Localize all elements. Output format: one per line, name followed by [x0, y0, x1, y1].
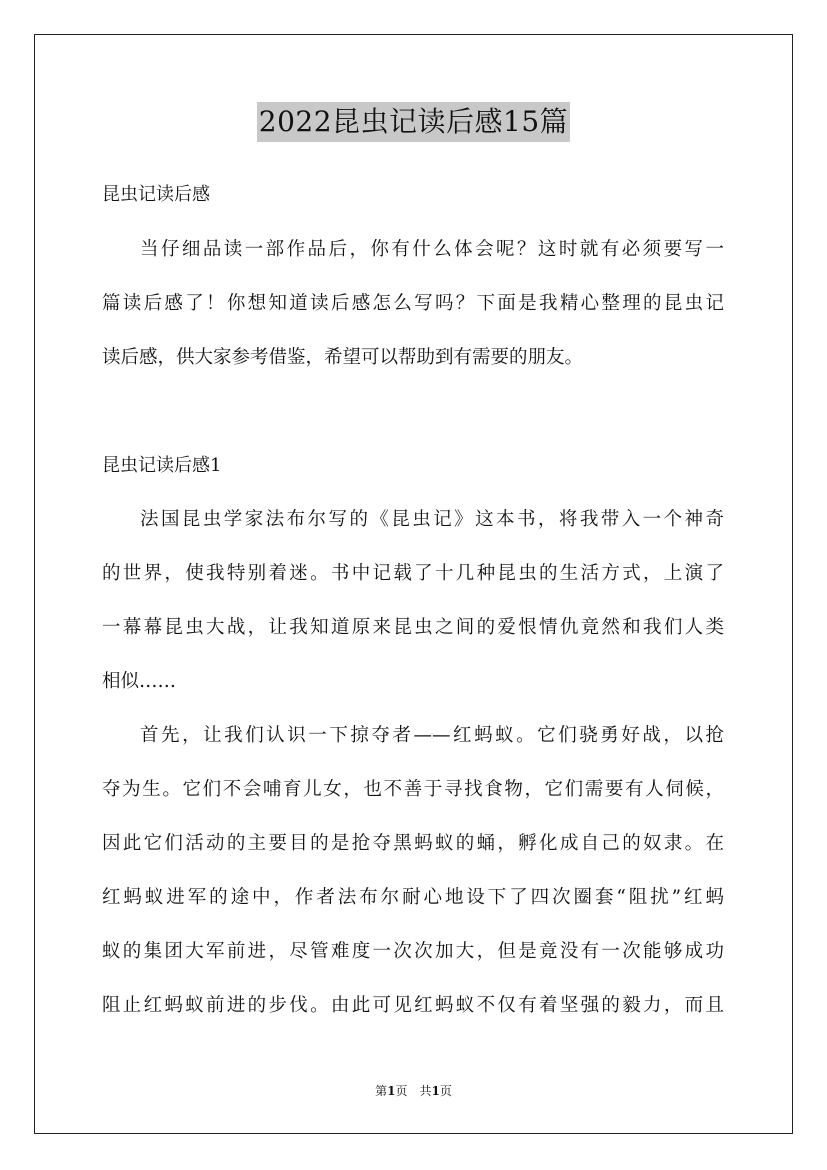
footer-page-mid: 页 共	[395, 1084, 432, 1098]
page-footer	[0, 1083, 827, 1099]
footer-page-current: 1	[387, 1084, 396, 1098]
footer-page-suffix: 页	[439, 1084, 452, 1098]
essay1-p2-line-1: 首先，让我们认识一下掠夺者——红蚂蚁。它们骁勇好战，以抢	[140, 725, 724, 746]
essay1-p1-line-2: 的世界，使我特别着迷。书中记载了十几种昆虫的生活方式，上演了	[102, 563, 724, 584]
title-container	[0, 102, 827, 142]
essay1-heading: 昆虫记读后感1	[102, 455, 222, 476]
essay1-p2-line-3: 因此它们活动的主要目的是抢夺黑蚂蚁的蛹，孵化成自己的奴隶。在	[102, 833, 724, 854]
essay1-p2-line-2: 夺为生。它们不会哺育儿女，也不善于寻找食物，它们需要有人伺候，	[102, 779, 724, 800]
essay1-p1-line-3: 一幕幕昆虫大战，让我知道原来昆虫之间的爱恨情仇竟然和我们人类	[102, 617, 724, 638]
intro-line-3: 读后感，供大家参考借鉴，希望可以帮助到有需要的朋友。	[102, 347, 584, 368]
footer-page-prefix: 第	[375, 1084, 388, 1098]
section-heading: 昆虫记读后感	[102, 184, 210, 205]
essay1-p1-line-1: 法国昆虫学家法布尔写的《昆虫记》这本书，将我带入一个神奇	[140, 509, 724, 530]
essay1-p2-line-6: 阻止红蚂蚁前进的步伐。由此可见红蚂蚁不仅有着坚强的毅力，而且	[102, 995, 724, 1016]
essay1-p2-line-5: 蚁的集团大军前进，尽管难度一次次加大，但是竟没有一次能够成功	[102, 941, 724, 962]
essay1-p1-line-4: 相似……	[102, 671, 177, 692]
essay1-p2-line-4: 红蚂蚁进军的途中，作者法布尔耐心地设下了四次圈套“阻扰”红蚂	[102, 887, 724, 908]
intro-line-1: 当仔细品读一部作品后，你有什么体会呢？这时就有必须要写一	[140, 239, 724, 260]
footer-page-total: 1	[431, 1084, 440, 1098]
document-title: 2022昆虫记读后感15篇	[257, 102, 570, 142]
intro-line-2: 篇读后感了！你想知道读后感怎么写吗？下面是我精心整理的昆虫记	[102, 293, 724, 314]
